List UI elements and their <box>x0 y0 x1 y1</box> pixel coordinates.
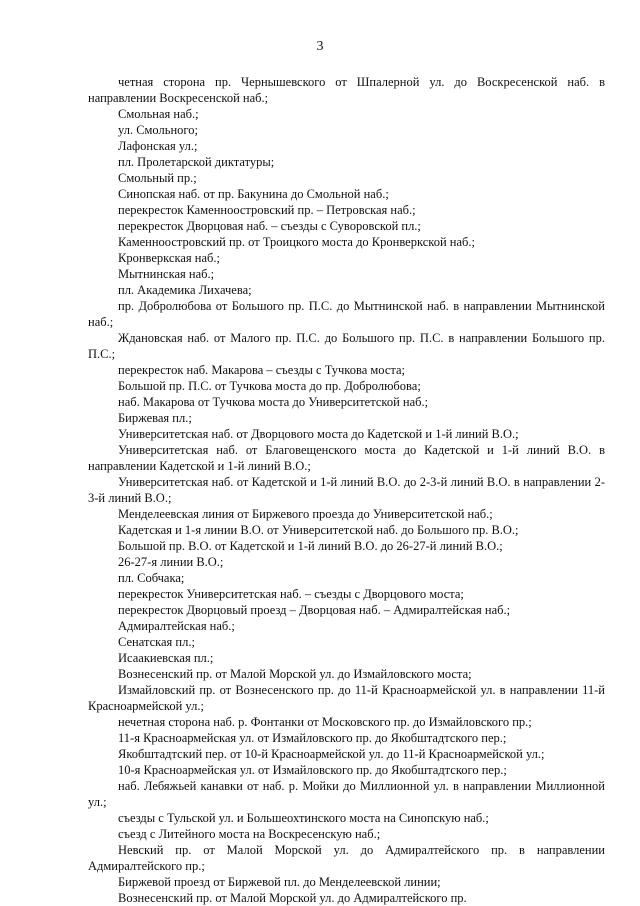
list-item: съезд с Литейного моста на Воскресенскую наб.; <box>118 827 381 841</box>
list-item: Большой пр. В.О. от Кадетской и 1-й линий В.О. до 26-27-й линий В.О.; <box>118 539 503 553</box>
list-item: Адмиралтейская наб.; <box>118 619 235 633</box>
list-item: нечетная сторона наб. р. Фонтанки от Московского пр. до Измайловского пр.; <box>118 715 532 729</box>
list-item: ул. Смольного; <box>118 123 198 137</box>
list-item: четная сторона пр. Чернышевского от Шпалерной ул. до Воскресенской наб. в направлении Воскресенской наб.; <box>88 75 605 105</box>
list-item: перекресток Университетская наб. – съезды с Дворцового моста; <box>118 587 464 601</box>
list-item: перекресток Дворцовая наб. – съезды с Суворовской пл.; <box>118 219 421 233</box>
list-item: Исаакиевская пл.; <box>118 651 214 665</box>
list-item: пл. Академика Лихачева; <box>118 283 252 297</box>
list-item: Биржевая пл.; <box>118 411 192 425</box>
list-item: наб. Макарова от Тучкова моста до Университетской наб.; <box>118 395 429 409</box>
list-item: Вознесенский пр. от Малой Морской ул. до Измайловского моста; <box>118 667 472 681</box>
list-item: Синопская наб. от пр. Бакунина до Смольной наб.; <box>118 187 389 201</box>
street-list <box>88 74 605 906</box>
list-item: перекресток Дворцовый проезд – Дворцовая наб. – Адмиралтейская наб.; <box>118 603 511 617</box>
list-item: Кадетская и 1-я линии В.О. от Университетской наб. до Большого пр. В.О.; <box>118 523 519 537</box>
list-item: пл. Пролетарской диктатуры; <box>118 155 275 169</box>
list-item: пл. Собчака; <box>118 571 185 585</box>
list-item: Большой пр. П.С. от Тучкова моста до пр. Добролюбова; <box>118 379 421 393</box>
list-item: Мытнинская наб.; <box>118 267 215 281</box>
list-item: перекресток наб. Макарова – съезды с Тучкова моста; <box>118 363 406 377</box>
list-item: Лафонская ул.; <box>118 139 198 153</box>
list-item: Вознесенский пр. от Малой Морской ул. до Адмиралтейского пр. <box>118 891 467 905</box>
list-item: Невский пр. от Малой Морской ул. до Адмиралтейского пр. в направлении Адмиралтейского пр.; <box>88 843 605 873</box>
list-item: Смольный пр.; <box>118 171 197 185</box>
list-item: Биржевой проезд от Биржевой пл. до Менделеевской линии; <box>118 875 441 889</box>
list-item: перекресток Каменноостровский пр. – Петровская наб.; <box>118 203 416 217</box>
list-item: 10-я Красноармейская ул. от Измайловского пр. до Якобштадтского пер.; <box>118 763 507 777</box>
list-item: Менделеевская линия от Биржевого проезда до Университетской наб.; <box>118 507 493 521</box>
list-item: пр. Добролюбова от Большого пр. П.С. до Мытнинской наб. в направлении Мытнинской наб.; <box>88 299 605 329</box>
page-number: 3 <box>316 39 324 54</box>
list-item: Университетская наб. от Кадетской и 1-й линий В.О. до 2-3-й линий В.О. в направлении 2-3-й линий В.О.; <box>88 475 605 505</box>
list-item: Смольная наб.; <box>118 107 199 121</box>
list-item: Измайловский пр. от Вознесенского пр. до 11-й Красноармейской ул. в направлении 11-й Красноармейской ул.; <box>88 683 605 713</box>
list-item: Сенатская пл.; <box>118 635 195 649</box>
list-item: Университетская наб. от Благовещенского моста до Кадетской и 1-й линий В.О. в направлении Кадетской и 1-й линий В.О.; <box>88 443 605 473</box>
list-item: наб. Лебяжьей канавки от наб. р. Мойки до Миллионной ул. в направлении Миллионной ул.; <box>88 779 605 809</box>
list-item: 11-я Красноармейская ул. от Измайловского пр. до Якобштадтского пер.; <box>118 731 507 745</box>
list-item: Ждановская наб. от Малого пр. П.С. до Большого пр. П.С. в направлении Большого пр. П.С.; <box>88 331 605 361</box>
list-item: 26-27-я линии В.О.; <box>118 555 224 569</box>
list-item: Университетская наб. от Дворцового моста до Кадетской и 1-й линий В.О.; <box>118 427 519 441</box>
list-item: съезды с Тульской ул. и Большеохтинского моста на Синопскую наб.; <box>118 811 489 825</box>
list-item: Якобштадтский пер. от 10-й Красноармейской ул. до 11-й Красноармейской ул.; <box>118 747 545 761</box>
list-item: Кронверкская наб.; <box>118 251 220 265</box>
list-item: Каменноостровский пр. от Троицкого моста до Кронверкской наб.; <box>118 235 475 249</box>
